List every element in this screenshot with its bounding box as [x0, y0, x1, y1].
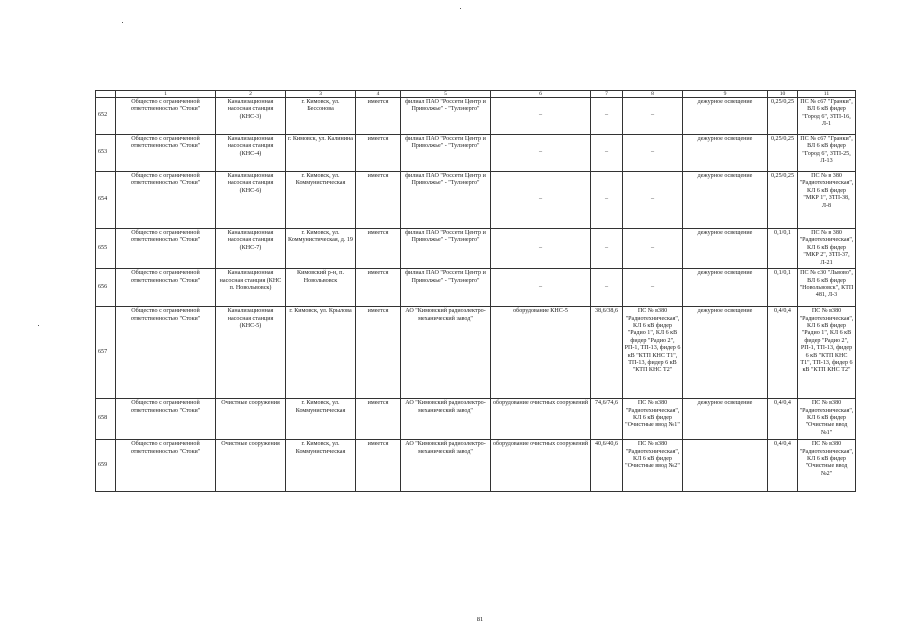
power-cell: –: [591, 135, 623, 172]
supplier-cell: филиал ПАО "Россети Центр и Приволжье" - "Тулэнерго": [401, 98, 491, 135]
equipment-cell: –: [491, 269, 591, 307]
page-number: 81: [476, 616, 484, 623]
supplier-cell: филиал ПАО "Россети Центр и Приволжье" - "Тулэнерго": [401, 269, 491, 307]
power-cell: –: [591, 269, 623, 307]
supplier-cell: АО "Кимовский радиоэлектро-механический завод": [401, 440, 491, 492]
equipment-cell: –: [491, 229, 591, 269]
power-cell: 40,6/40,6: [591, 440, 623, 492]
backup-connection-cell: ПС № в 380 "Радиотехническая", КЛ 6 кВ фидер "МКР 1", ЗТП-38, Л-8: [798, 172, 856, 229]
header-cell: 11: [798, 91, 856, 98]
owner-cell: Общество с ограниченной ответственностью "Стоки": [116, 135, 216, 172]
address-cell: г. Кимовск, ул. Коммунистическая: [286, 440, 356, 492]
backup-power-cell: 0,25/0,25: [768, 98, 798, 135]
backup-connection-cell: ПС № в 380 "Радиотехническая", КЛ 6 кВ фидер "МКР 2", ЗТП-37, Л-21: [798, 229, 856, 269]
equipment-cell: –: [491, 135, 591, 172]
supplier-cell: филиал ПАО "Россети Центр и Приволжье" - "Тулэнерго": [401, 172, 491, 229]
table-row: [96, 440, 856, 492]
power-cell: –: [591, 172, 623, 229]
row-number: 652: [96, 98, 116, 135]
address-cell: г. Кимовск, ул. Бессонова: [286, 98, 356, 135]
facilities-table: [95, 90, 856, 492]
backup-connection-cell: ПС № в380 "Радиотехническая", КЛ 6 кВ фидер "Очистные ввод №1": [798, 399, 856, 440]
equipment-cell: оборудование очистных сооружений: [491, 440, 591, 492]
power-cell: –: [591, 229, 623, 269]
row-number: 654: [96, 172, 116, 229]
connection-cell: –: [623, 229, 683, 269]
owner-cell: Общество с ограниченной ответственностью "Стоки": [116, 269, 216, 307]
availability-cell: имеется: [356, 135, 401, 172]
address-cell: г. Кимовск, ул. Калинина: [286, 135, 356, 172]
connection-cell: ПС № в380 "Радиотехническая", КЛ 6 кВ фидер "Радио 1", КЛ 6 кВ фидер "Радио 2", РП-1, ТП-13, фидер 6 кВ "КТП КНС Т1", ТП-13, фидер 6 кВ "КТП КНС Т2": [623, 307, 683, 399]
connection-cell: –: [623, 172, 683, 229]
backup-power-cell: 0,4/0,4: [768, 307, 798, 399]
header-cell: 8: [623, 91, 683, 98]
scan-speck: [38, 325, 39, 326]
column-number-row: [96, 91, 856, 98]
owner-cell: Общество с ограниченной ответственностью "Стоки": [116, 172, 216, 229]
table-row: [96, 229, 856, 269]
table-row: [96, 399, 856, 440]
address-cell: г. Кимовск, ул. Коммунистическая, д. 19: [286, 229, 356, 269]
address-cell: г. Кимовск, ул. Коммунистическая: [286, 172, 356, 229]
equipment-cell: оборудование очистных сооружений: [491, 399, 591, 440]
backup-purpose-cell: дежурное освещение: [683, 98, 768, 135]
backup-purpose-cell: дежурное освещение: [683, 135, 768, 172]
header-cell: 1: [116, 91, 216, 98]
facility-cell: Канализационная насосная станция (КНС п. Новольвовск): [216, 269, 286, 307]
backup-power-cell: 0,1/0,1: [768, 229, 798, 269]
backup-power-cell: 0,25/0,25: [768, 172, 798, 229]
owner-cell: Общество с ограниченной ответственностью "Стоки": [116, 229, 216, 269]
row-number: 657: [96, 307, 116, 399]
table-row: [96, 172, 856, 229]
owner-cell: Общество с ограниченной ответственностью "Стоки": [116, 440, 216, 492]
power-cell: 38,6/38,6: [591, 307, 623, 399]
header-cell: 5: [401, 91, 491, 98]
backup-power-cell: 0,25/0,25: [768, 135, 798, 172]
equipment-cell: –: [491, 172, 591, 229]
backup-purpose-cell: дежурное освещение: [683, 269, 768, 307]
header-cell: 4: [356, 91, 401, 98]
connection-cell: –: [623, 269, 683, 307]
availability-cell: имеется: [356, 399, 401, 440]
owner-cell: Общество с ограниченной ответственностью "Стоки": [116, 307, 216, 399]
address-cell: Кимовский р-н, п. Новольвовск: [286, 269, 356, 307]
table-row: [96, 269, 856, 307]
power-cell: –: [591, 98, 623, 135]
supplier-cell: филиал ПАО "Россети Центр и Приволжье" - "Тулэнерго": [401, 135, 491, 172]
supplier-cell: АО "Кимовский радиоэлектро-механический завод": [401, 399, 491, 440]
power-cell: 74,6/74,6: [591, 399, 623, 440]
backup-connection-cell: ПС № с67 "Гранки", ВЛ 6 кВ фидер "Город 6", ЗТП-16, Л-1: [798, 98, 856, 135]
backup-purpose-cell: дежурное освещение: [683, 307, 768, 399]
row-number: 658: [96, 399, 116, 440]
supplier-cell: АО "Кимовский радиоэлектро-механический завод": [401, 307, 491, 399]
connection-cell: –: [623, 135, 683, 172]
owner-cell: Общество с ограниченной ответственностью "Стоки": [116, 399, 216, 440]
table-row: [96, 307, 856, 399]
availability-cell: имеется: [356, 229, 401, 269]
availability-cell: имеется: [356, 172, 401, 229]
facility-cell: Очистные сооружения: [216, 440, 286, 492]
header-cell: 9: [683, 91, 768, 98]
availability-cell: имеется: [356, 269, 401, 307]
header-cell: 10: [768, 91, 798, 98]
backup-purpose-cell: дежурное освещение: [683, 229, 768, 269]
connection-cell: ПС № в380 "Радиотехническая", КЛ 6 кВ фидер "Очистные ввод №2": [623, 440, 683, 492]
backup-connection-cell: ПС № с30 "Львово", ВЛ 6 кВ фидер "Новольвовск", КТП 481, Л-3: [798, 269, 856, 307]
facility-cell: Канализационная насосная станция (КНС-4): [216, 135, 286, 172]
backup-power-cell: 0,4/0,4: [768, 440, 798, 492]
table-row: [96, 98, 856, 135]
owner-cell: Общество с ограниченной ответственностью "Стоки": [116, 98, 216, 135]
availability-cell: имеется: [356, 307, 401, 399]
equipment-cell: оборудование КНС-5: [491, 307, 591, 399]
backup-purpose-cell: [683, 440, 768, 492]
connection-cell: –: [623, 98, 683, 135]
backup-power-cell: 0,4/0,4: [768, 399, 798, 440]
header-cell: 2: [216, 91, 286, 98]
facility-cell: Канализационная насосная станция (КНС-5): [216, 307, 286, 399]
facility-cell: Канализационная насосная станция (КНС-7): [216, 229, 286, 269]
row-number: 659: [96, 440, 116, 492]
equipment-cell: –: [491, 98, 591, 135]
header-cell: 3: [286, 91, 356, 98]
header-cell-blank: [96, 91, 116, 98]
backup-connection-cell: ПС № в380 "Радиотехническая", КЛ 6 кВ фидер "Радио 1", КЛ 6 кВ фидер "Радио 2", РП-1, ТП-13, фидер 6 кВ "КТП КНС Т1", ТП-13, фидер 6 кВ "КТП КНС Т2": [798, 307, 856, 399]
backup-connection-cell: ПС № с67 "Гранки", ВЛ 6 кВ фидер "Город 6", ЗТП-25, Л-13: [798, 135, 856, 172]
scan-speck: [122, 22, 123, 23]
connection-cell: ПС № в380 "Радиотехническая", КЛ 6 кВ фидер "Очистные ввод №1": [623, 399, 683, 440]
row-number: 653: [96, 135, 116, 172]
facility-cell: Канализационная насосная станция (КНС-6): [216, 172, 286, 229]
table-row: [96, 135, 856, 172]
scan-speck: [460, 8, 461, 9]
availability-cell: имеется: [356, 440, 401, 492]
header-cell: 7: [591, 91, 623, 98]
row-number: 655: [96, 229, 116, 269]
supplier-cell: филиал ПАО "Россети Центр и Приволжье" - "Тулэнерго": [401, 229, 491, 269]
backup-purpose-cell: дежурное освещение: [683, 399, 768, 440]
address-cell: г. Кимовск, ул. Коммунистическая: [286, 399, 356, 440]
row-number: 656: [96, 269, 116, 307]
backup-purpose-cell: дежурное освещение: [683, 172, 768, 229]
address-cell: г. Кимовск, ул. Крылова: [286, 307, 356, 399]
availability-cell: имеется: [356, 98, 401, 135]
header-cell: 6: [491, 91, 591, 98]
facility-cell: Очистные сооружения: [216, 399, 286, 440]
backup-connection-cell: ПС № в380 "Радиотехническая", КЛ 6 кВ фидер "Очистные ввод №2": [798, 440, 856, 492]
facility-cell: Канализационная насосная станция (КНС-3): [216, 98, 286, 135]
backup-power-cell: 0,1/0,1: [768, 269, 798, 307]
